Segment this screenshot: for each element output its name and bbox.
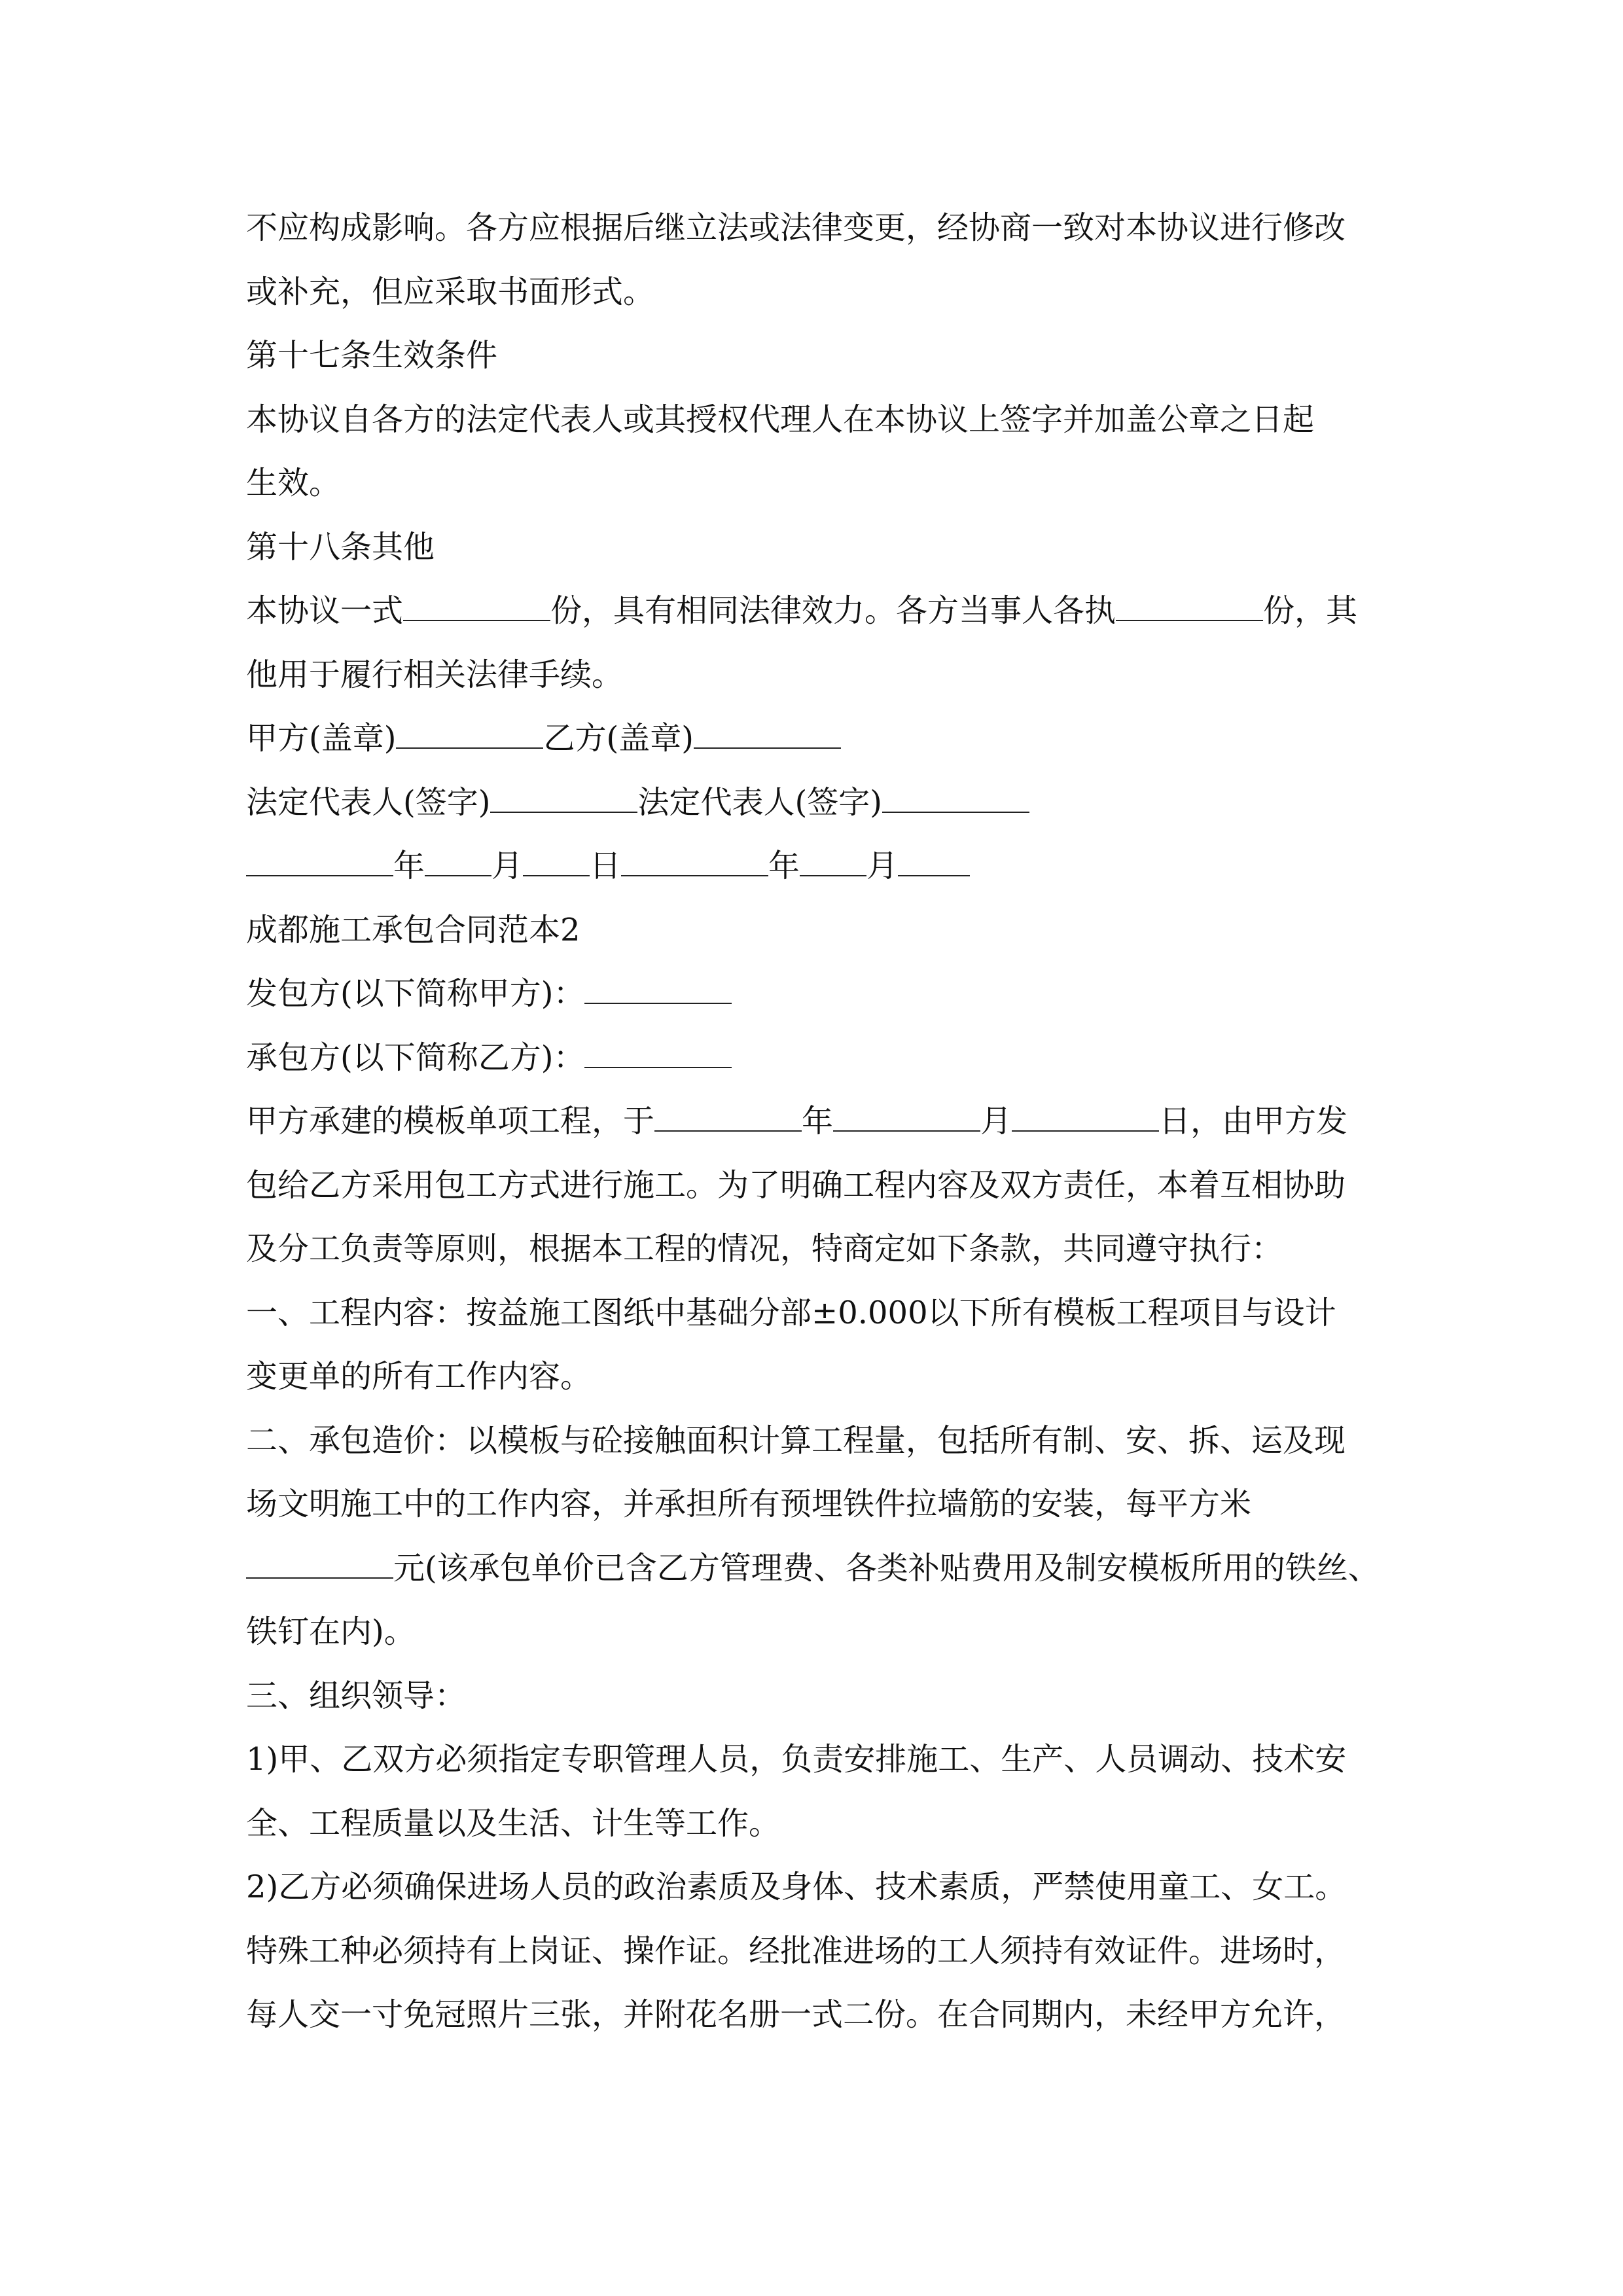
paragraph-text: 份，其: [1263, 592, 1358, 629]
fill-blank: [584, 965, 732, 1004]
fill-blank: [396, 709, 543, 749]
fill-blank: [833, 1092, 980, 1132]
paragraph-text: 或补充，但应采取书面形式。: [246, 273, 655, 310]
text-line: [246, 1090, 1385, 1154]
fill-blank: [1012, 1092, 1159, 1132]
representative-label: 法定代表人(签字): [246, 783, 491, 821]
text-line: [246, 1792, 1385, 1856]
party-a-line: [246, 962, 1385, 1026]
year-label: 年: [393, 848, 425, 884]
fill-blank: [694, 709, 841, 749]
fill-blank: [800, 837, 866, 876]
fill-blank: [621, 837, 768, 876]
text-line: [246, 1537, 1385, 1601]
signature-line-representative: [246, 771, 1385, 835]
party-a-seal-label: 甲方(盖章): [246, 720, 397, 757]
contract-body: [246, 196, 1385, 2047]
party-label: 承包方(以下简称乙方)：: [246, 1039, 585, 1076]
text-line: [246, 1409, 1385, 1473]
paragraph-text: 及分工负责等原则，根据本工程的情况，特商定如下条款，共同遵守执行：: [246, 1230, 1283, 1267]
paragraph-text: 铁钉在内)。: [246, 1613, 416, 1650]
paragraph-text: 甲方承建的模板单项工程，于: [246, 1103, 655, 1139]
date-line: [246, 834, 1385, 899]
year-label: 年: [802, 1103, 834, 1139]
paragraph-text: 包给乙方采用包工方式进行施工。为了明确工程内容及双方责任，本着互相协助: [246, 1166, 1346, 1204]
text-line: [246, 1217, 1385, 1282]
paragraph-text: 元(该承包单价已含乙方管理费、各类补贴费用及制安模板所用的铁丝、: [393, 1549, 1380, 1587]
article-heading-18: [246, 516, 1385, 580]
party-b-seal-label: 乙方(盖章): [543, 720, 694, 757]
paragraph-text: 二、承包造价：以模板与砼接触面积计算工程量，包括所有制、安、拆、运及现: [246, 1422, 1346, 1459]
paragraph-text: 1)甲、乙双方必须指定专职管理人员，负责安排施工、生产、人员调动、技术安: [246, 1741, 1347, 1778]
fill-blank: [584, 1029, 732, 1068]
fill-blank: [882, 774, 1029, 813]
fill-blank: [246, 837, 393, 876]
text-line: [246, 452, 1385, 516]
fill-blank: [898, 837, 970, 876]
text-line: [246, 388, 1385, 452]
text-line: [246, 579, 1385, 643]
text-line: [246, 1345, 1385, 1409]
month-label: 月: [980, 1103, 1012, 1139]
fill-blank: [403, 582, 550, 621]
paragraph-text: 特殊工种必须持有上岗证、操作证。经批准进场的工人须持有效证件。进场时，: [246, 1932, 1346, 1969]
section-title: [246, 899, 1385, 963]
month-label: 月: [866, 848, 899, 884]
text-line: [246, 1282, 1385, 1346]
paragraph-text: 不应构成影响。各方应根据后继立法或法律变更，经协商一致对本协议进行修改: [246, 209, 1346, 246]
text-line: [246, 1728, 1385, 1792]
text-line: [246, 1154, 1385, 1218]
text-line: [246, 1600, 1385, 1664]
article-heading-17: [246, 324, 1385, 388]
text-line: [246, 1983, 1385, 2047]
paragraph-text: 本协议自各方的法定代表人或其授权代理人在本协议上签字并加盖公章之日起: [246, 401, 1315, 438]
title-text: 成都施工承包合同范本2: [246, 911, 580, 948]
fill-blank: [490, 774, 637, 813]
paragraph-text: 每人交一寸免冠照片三张，并附花名册一式二份。在合同期内，未经甲方允许，: [246, 1996, 1346, 2033]
paragraph-text: 一、工程内容：按益施工图纸中基础分部±0.000以下所有模板工程项目与设计: [246, 1294, 1336, 1331]
text-line: [246, 1856, 1385, 1920]
fill-blank: [1116, 582, 1263, 621]
text-line: [246, 1473, 1385, 1537]
day-label: 日: [590, 848, 622, 884]
heading-text: 第十七条生效条件: [246, 337, 498, 374]
party-label: 发包方(以下简称甲方)：: [246, 975, 585, 1012]
paragraph-text: 本协议一式: [246, 592, 404, 629]
paragraph-text: 变更单的所有工作内容。: [246, 1358, 592, 1395]
paragraph-text: 全、工程质量以及生活、计生等工作。: [246, 1804, 781, 1842]
paragraph-text: 场文明施工中的工作内容，并承担所有预埋铁件拉墙筋的安装，每平方米: [246, 1486, 1252, 1522]
month-label: 月: [491, 848, 524, 884]
signature-line-seal: [246, 707, 1385, 771]
fill-blank: [425, 837, 491, 876]
paragraph-text: 份，具有相同法律效力。各方当事人各执: [550, 592, 1116, 629]
paragraph-text: 2)乙方必须确保进场人员的政治素质及身体、技术素质，严禁使用童工、女工。: [246, 1869, 1347, 1905]
paragraph-text: 他用于履行相关法律手续。: [246, 656, 624, 693]
paragraph-text: 日，由甲方发: [1159, 1103, 1348, 1139]
paragraph-text: 生效。: [246, 465, 341, 501]
text-line: [246, 1664, 1385, 1729]
text-line: [246, 196, 1385, 260]
text-line: [246, 643, 1385, 708]
fill-blank: [523, 837, 590, 876]
party-b-line: [246, 1026, 1385, 1090]
representative-label: 法定代表人(签字): [637, 783, 882, 821]
fill-blank: [246, 1539, 393, 1579]
text-line: [246, 1920, 1385, 1984]
heading-text: 第十八条其他: [246, 528, 435, 565]
year-label: 年: [768, 848, 800, 884]
text-line: [246, 260, 1385, 325]
fill-blank: [654, 1092, 802, 1132]
paragraph-text: 三、组织领导：: [246, 1677, 467, 1714]
